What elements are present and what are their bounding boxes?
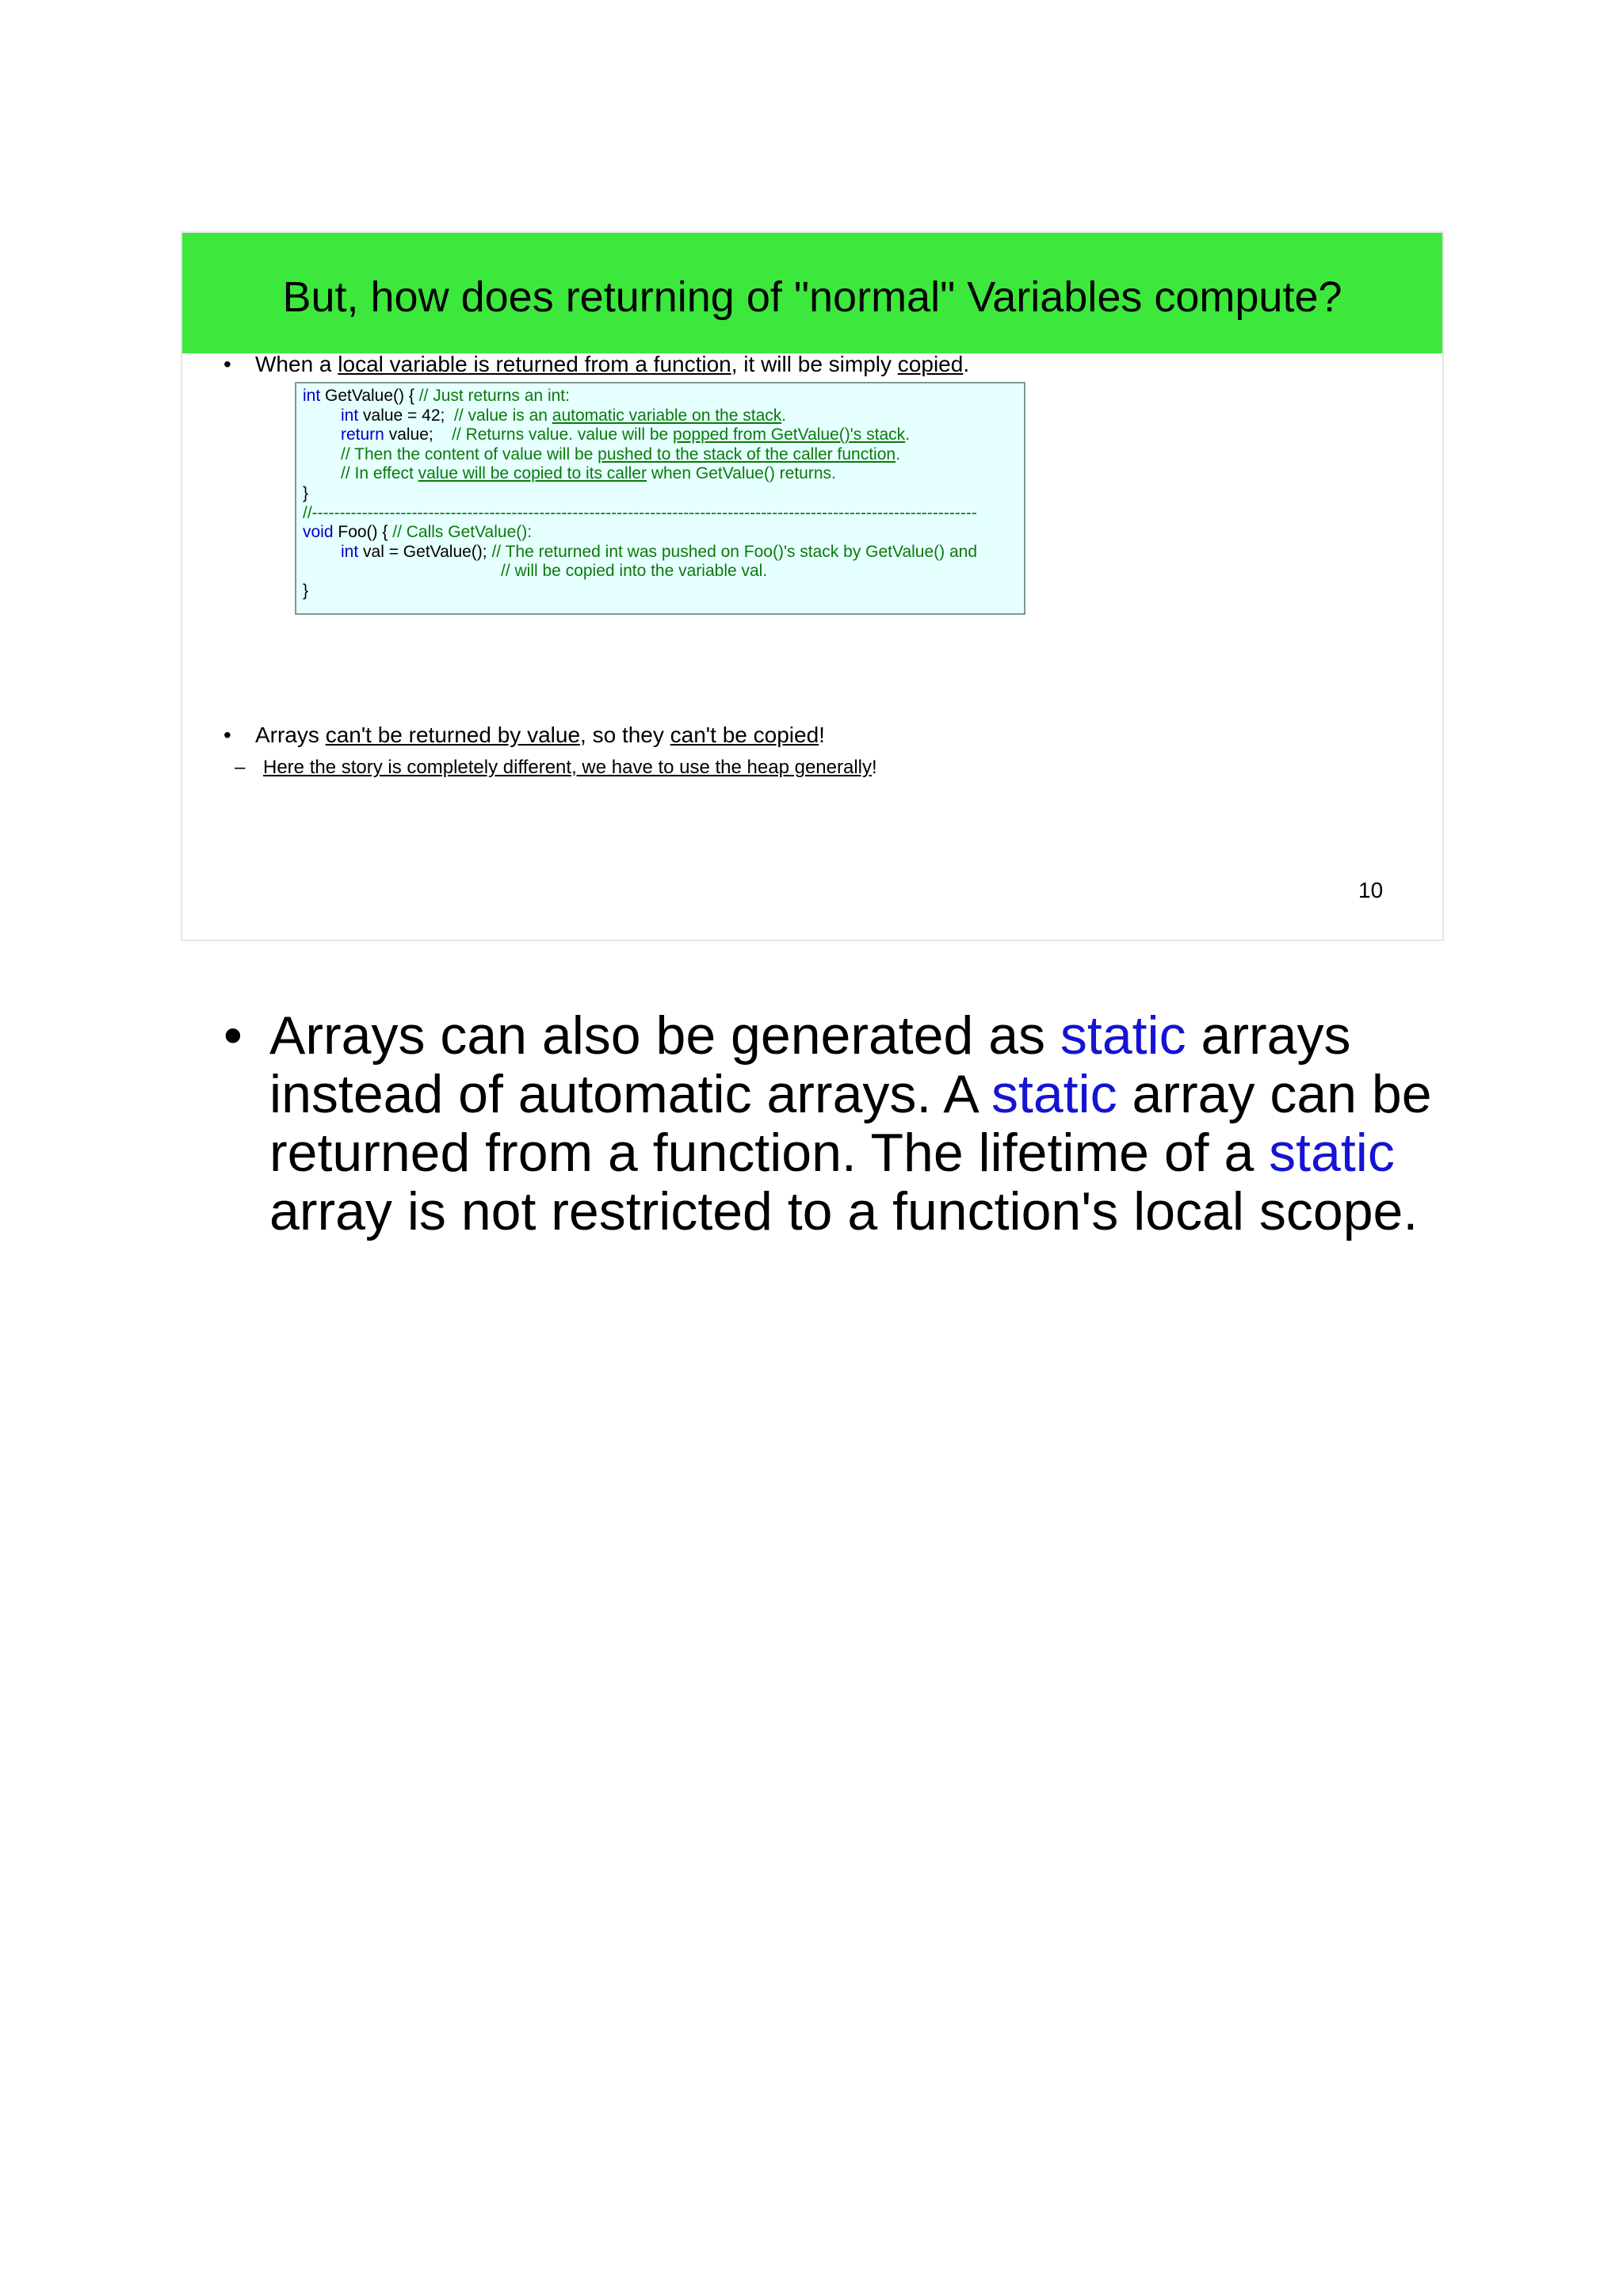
static-keyword: static	[1060, 1005, 1186, 1066]
sub-bullet-marker: –	[235, 757, 246, 778]
code-line: }	[303, 483, 309, 502]
page-number: 10	[1358, 878, 1384, 902]
bullet-arrays: • Arrays can't be returned by value, so they can't be copied!	[223, 723, 825, 747]
speaker-note: • Arrays can also be generated as static arrays instead of automatic arrays. A static array can be returned from a function. The lifetime of a static array is not restricted to a function's local scope.	[223, 1005, 1432, 1241]
code-line: // will be copied into the variable val.	[501, 562, 768, 581]
code-line: return value; // Returns value. value will be popped from GetValue()'s stack.	[341, 425, 910, 444]
code-line: }	[303, 581, 309, 600]
bullet-local-variable: • When a local variable is returned from a function, it will be simply copied.	[223, 352, 970, 376]
code-line: // Then the content of value will be pushed to the stack of the caller function.	[341, 444, 900, 463]
code-line: // In effect value will be copied to its caller when GetValue() returns.	[341, 464, 836, 483]
code-separator: //------------------------------------------------------------------------------------------------------------------------	[303, 503, 977, 522]
slide-title: But, how does returning of "normal" Variables compute?	[282, 273, 1342, 321]
bullet-marker: •	[223, 723, 231, 747]
sub-bullet-heap: – Here the story is completely different, we have to use the heap generally!	[235, 757, 877, 778]
code-line: int GetValue() { // Just returns an int:	[303, 387, 570, 405]
code-line: int val = GetValue(); // The returned int was pushed on Foo()'s stack by GetValue() and	[341, 542, 978, 561]
static-keyword: static	[991, 1064, 1117, 1124]
note-bullet-marker: •	[223, 1005, 242, 1066]
code-line: int value = 42; // value is an automatic variable on the stack.	[341, 406, 787, 425]
slide-panel	[181, 231, 1444, 941]
static-keyword: static	[1269, 1123, 1395, 1183]
slide-header	[182, 233, 1442, 353]
bullet-marker: •	[223, 352, 231, 376]
code-listing	[295, 382, 1025, 615]
code-line: void Foo() { // Calls GetValue():	[303, 523, 533, 542]
